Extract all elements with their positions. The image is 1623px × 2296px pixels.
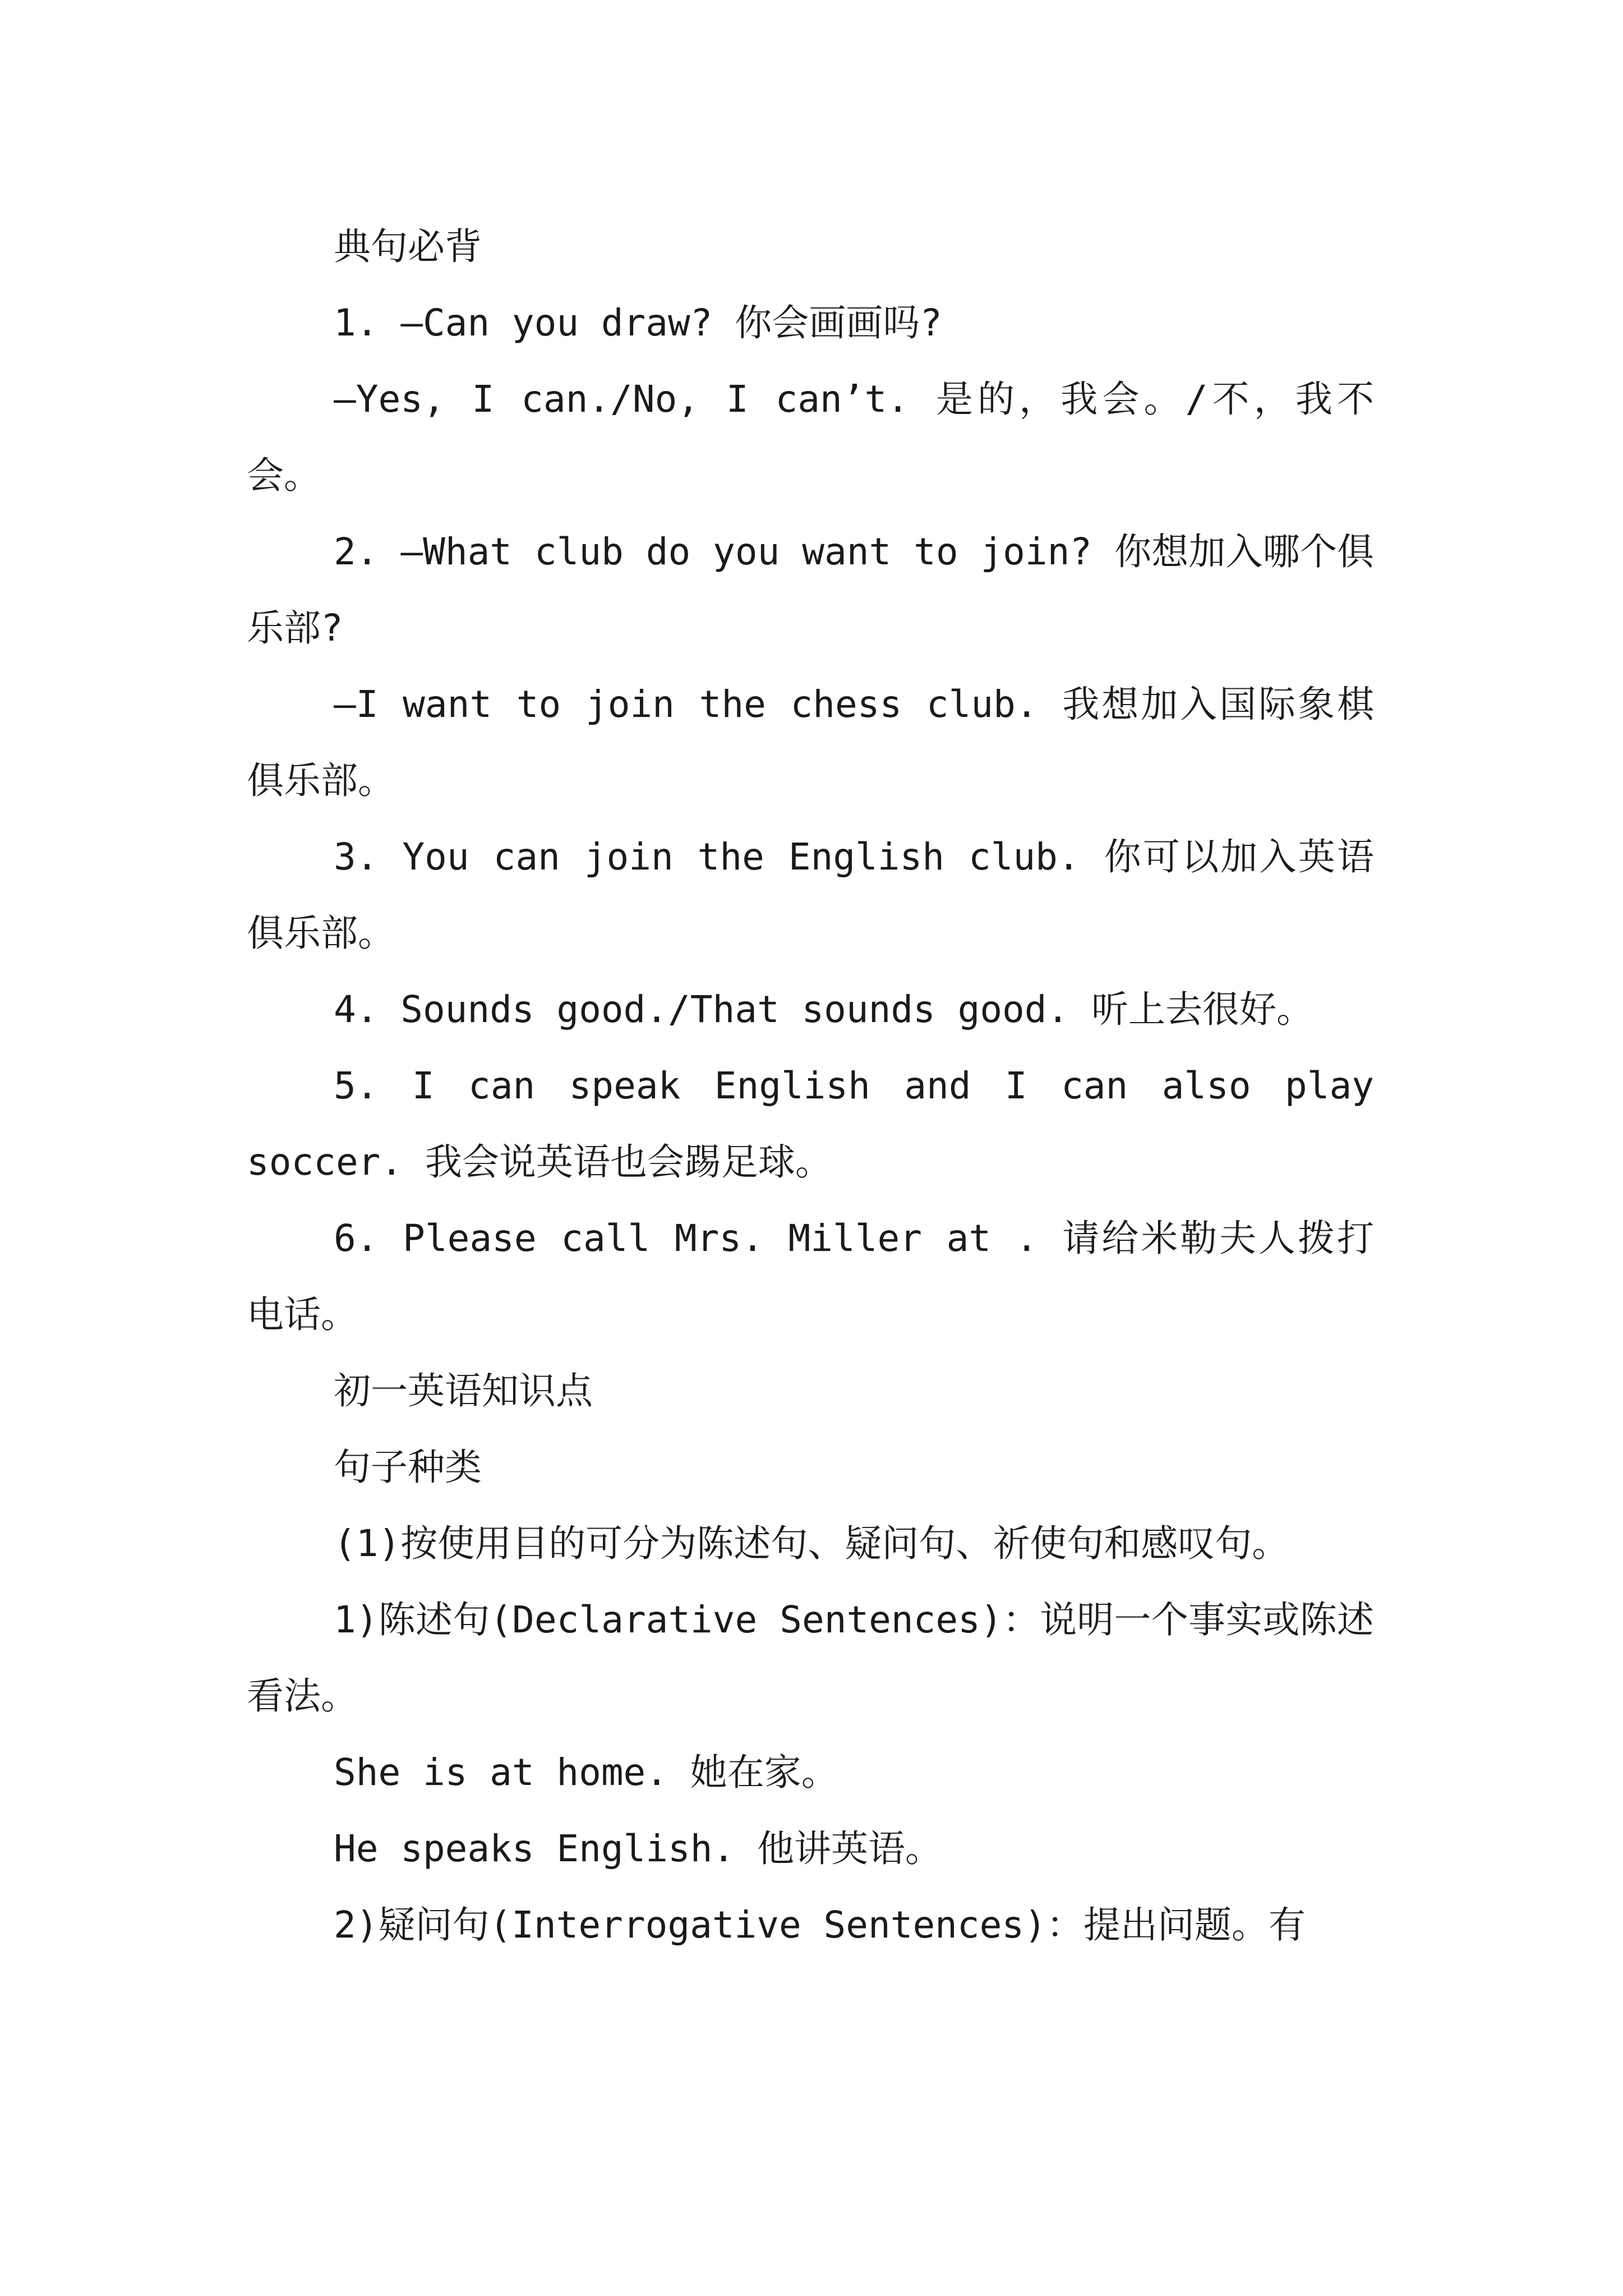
document-body [247, 209, 1374, 1963]
example-sentence-1: She is at home. 她在家。 [334, 1751, 838, 1794]
sentence-1-question: 1. —Can you draw? 你会画画吗? [334, 301, 942, 344]
sentence-4: 4. Sounds good./That sounds good. 听上去很好。 [334, 988, 1314, 1031]
sentence-2-answer: —I want to join the chess club. 我想加入国际象棋俱乐部。 [247, 683, 1374, 802]
sentence-6: 6. Please call Mrs. Miller at . 请给米勒夫人拨打电话。 [247, 1217, 1374, 1336]
paragraph-interrogative: 2)疑问句(Interrogative Sentences)：提出问题。有 [334, 1903, 1306, 1947]
section-title: 典句必背 [334, 225, 482, 268]
paragraph-classification: (1)按使用目的可分为陈述句、疑问句、祈使句和感叹句。 [334, 1522, 1289, 1565]
example-sentence-2: He speaks English. 他讲英语。 [334, 1827, 942, 1870]
sentence-2-question: 2. —What club do you want to join? 你想加入哪个俱乐部? [247, 530, 1374, 650]
topic-title: 句子种类 [334, 1446, 482, 1489]
knowledge-title: 初一英语知识点 [334, 1369, 593, 1412]
sentence-5: 5. I can speak English and I can also play soccer. 我会说英语也会踢足球。 [247, 1064, 1374, 1184]
paragraph-declarative: 1)陈述句(Declarative Sentences)：说明一个事实或陈述看法。 [247, 1598, 1374, 1718]
sentence-1-answer: —Yes, I can./No, I can’t. 是的，我会。/不，我不会。 [247, 378, 1374, 497]
sentence-3: 3. You can join the English club. 你可以加入英语俱乐部。 [247, 835, 1374, 955]
